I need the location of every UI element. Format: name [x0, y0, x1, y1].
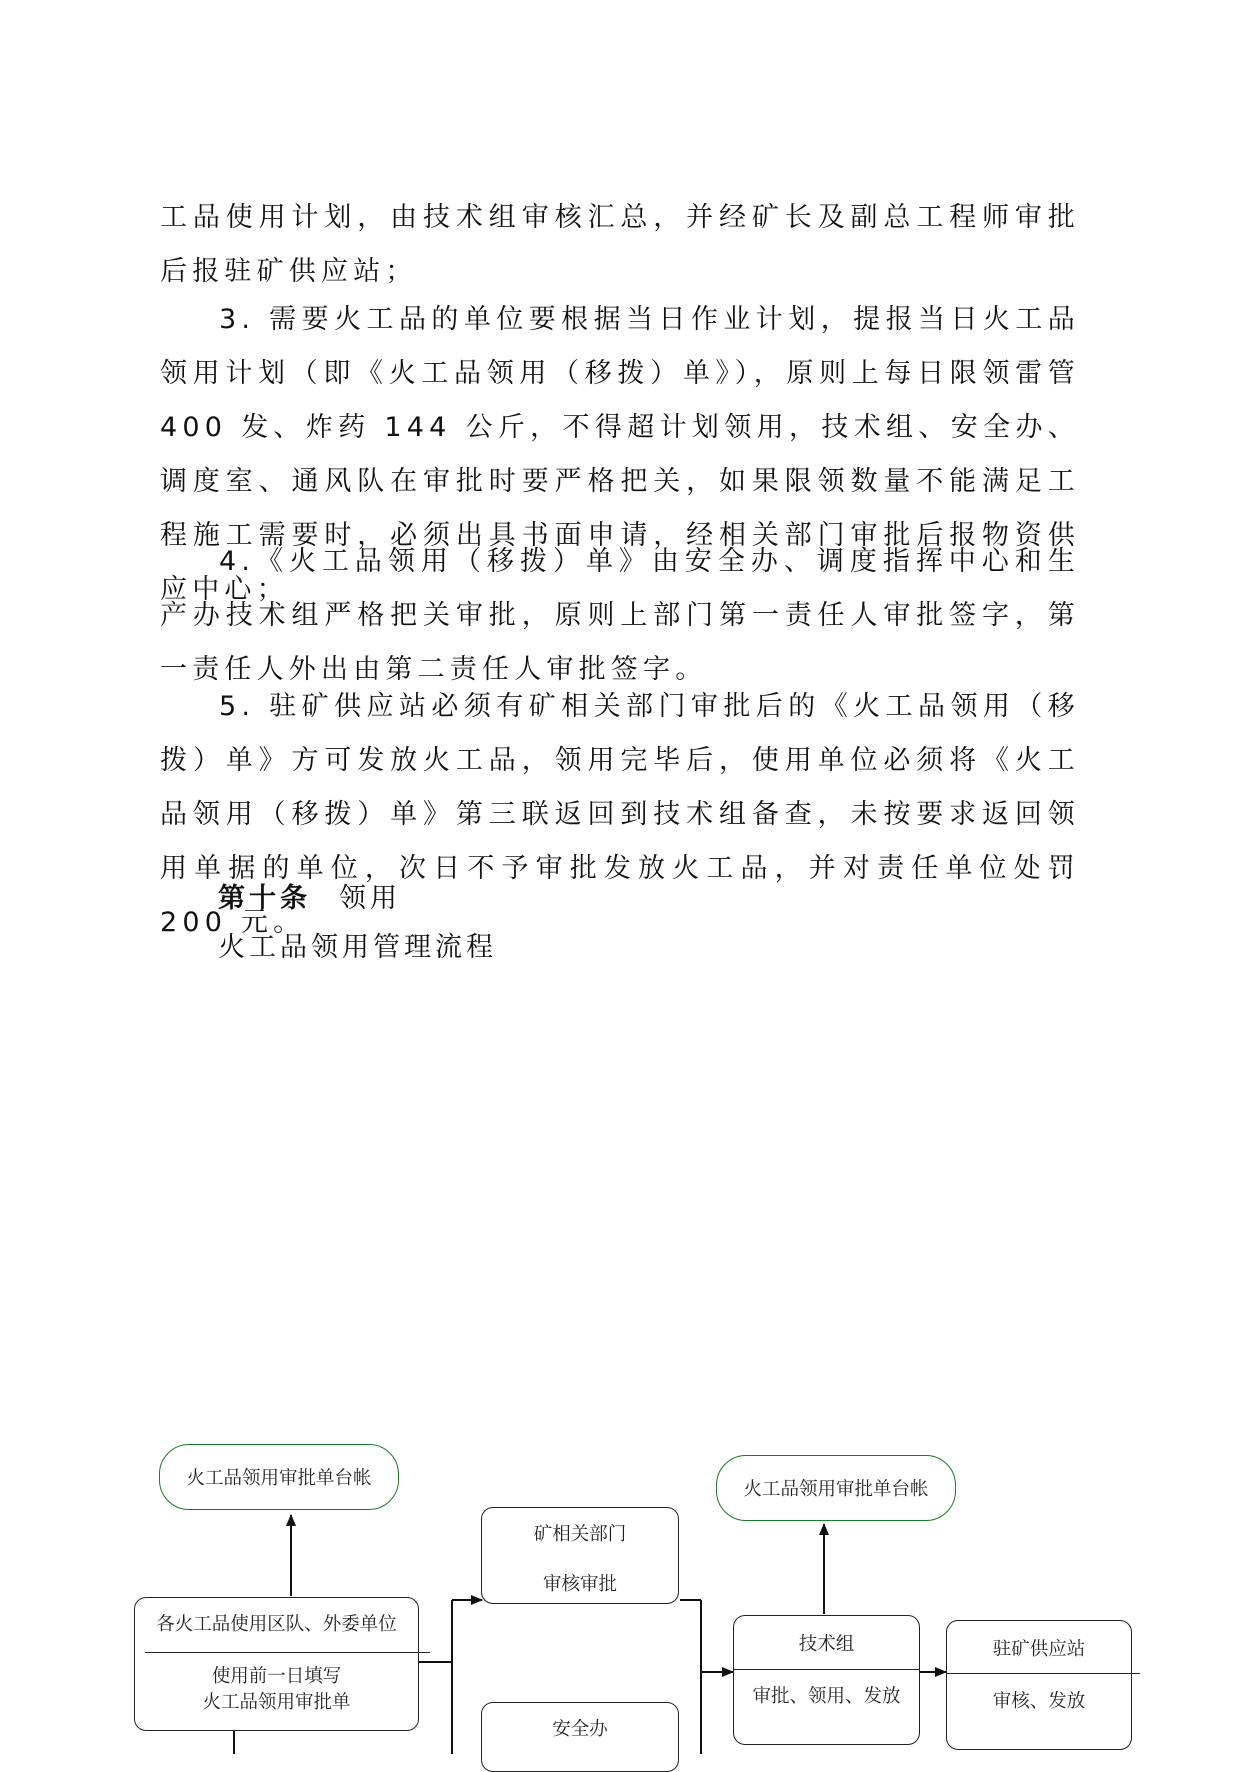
paragraph-item-4: 4.《火工品领用（移拨）单》由安全办、调度指挥中心和生产办技术组严格把关审批，原则上部门第一责任人审批签字，第一责任人外出由第二责任人审批签字。	[160, 546, 1080, 685]
supply-station-title: 驻矿供应站	[992, 1639, 1086, 1660]
mine-dept-line2: 审核审批	[542, 1574, 617, 1595]
tech-group-title: 技术组	[798, 1634, 855, 1655]
paragraph-plan-continuation: 工品使用计划，由技术组审核汇总，并经矿长及副总工程师审批后报驻矿供应站；	[160, 202, 1080, 287]
safety-office-node	[481, 1702, 679, 1772]
tech-group-body: 审批、领用、发放	[752, 1686, 901, 1707]
tech-group-divider	[733, 1669, 920, 1670]
units-node	[134, 1597, 419, 1731]
supply-station-node	[946, 1620, 1132, 1750]
ledger-right-node: 火工品领用审批单台帐	[716, 1455, 956, 1521]
tech-group-node	[733, 1615, 920, 1745]
paragraph-item-3: 3. 需要火工品的单位要根据当日作业计划，提报当日火工品领用计划（即《火工品领用（移拨）单》），原则上每日限领雷管 400 发、炸药 144 公斤，不得超计划领用，技术组、安全办、调度室、通风队在审批时要严格把关，如果限领数量不能满足工程施工需要时，必须出具书面申请，经相关部门审批后报物资供应中心；	[160, 304, 1080, 605]
units-title: 各火工品使用区队、外委单位	[156, 1614, 397, 1635]
units-line2: 火工品领用审批单	[202, 1692, 351, 1713]
article-number: 第十条	[218, 883, 311, 914]
safety-office-label: 安全办	[552, 1719, 608, 1740]
units-line1: 使用前一日填写	[211, 1666, 342, 1687]
mine-dept-node	[481, 1507, 679, 1604]
supply-station-divider	[946, 1673, 1140, 1674]
article-title: 领用	[339, 883, 401, 914]
paragraph-item-5: 5. 驻矿供应站必须有矿相关部门审批后的《火工品领用（移拨）单》方可发放火工品，领用完毕后，使用单位必须将《火工品领用（移拨）单》第三联返回到技术组备查，未按要求返回领用单据的单位，次日不予审批发放火工品，并对责任单位处罚 200 元。	[160, 691, 1080, 938]
units-divider	[145, 1652, 430, 1653]
mine-dept-line1: 矿相关部门	[533, 1524, 627, 1545]
supply-station-body: 审核、发放	[992, 1691, 1086, 1712]
ledger-left-node: 火工品领用审批单台帐	[159, 1444, 399, 1510]
flowchart-title: 火工品领用管理流程	[218, 932, 497, 963]
